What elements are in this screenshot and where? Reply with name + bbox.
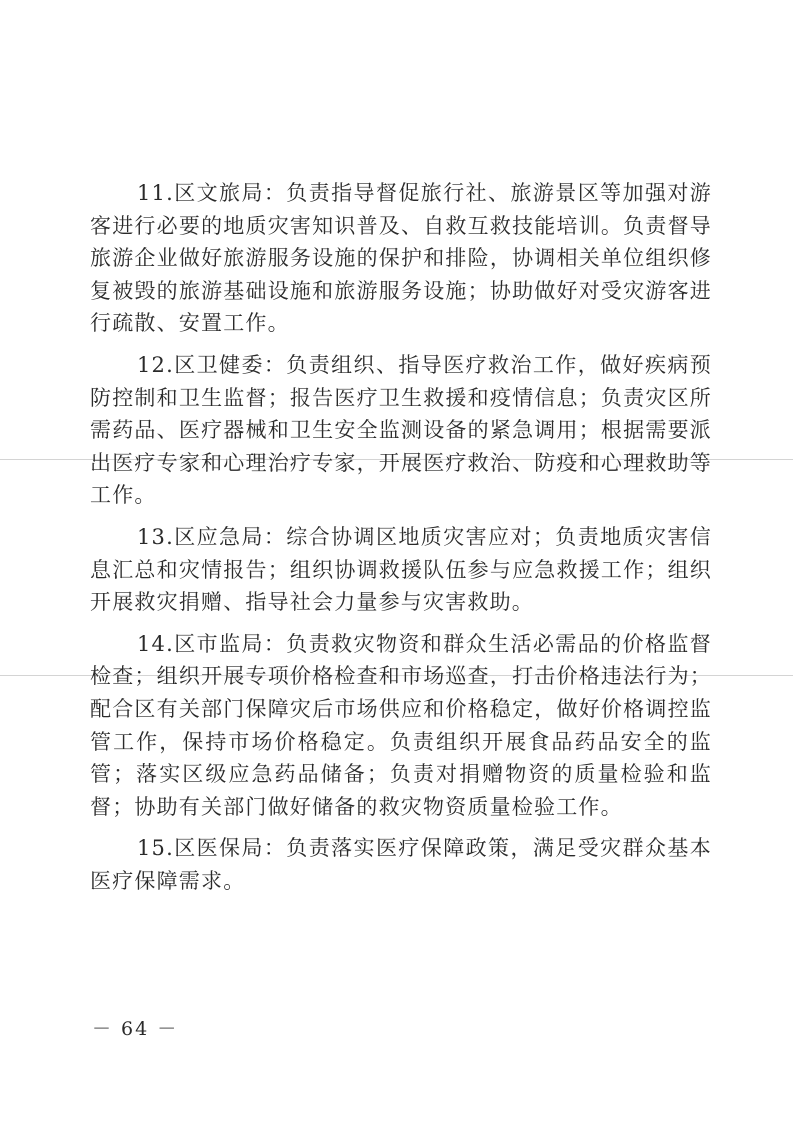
paragraph-culture-tourism-bureau: 11.区文旅局：负责指导督促旅行社、旅游景区等加强对游客进行必要的地质灾害知识普及、自救互救技能培训。负责督导旅游企业做好旅游服务设施的保护和排险，协调相关单位组织修复被毁的旅游基础设施和旅游服务设施；协助做好对受灾游客进行疏散、安置工作。 [90, 181, 712, 336]
page-number: － 64 － [92, 1018, 179, 1040]
paragraph-health-commission: 12.区卫健委：负责组织、指导医疗救治工作，做好疾病预防控制和卫生监督；报告医疗卫生救援和疫情信息；负责灾区所需药品、医疗器械和卫生安全监测设备的紧急调用；根据需要派出医疗专家和心理治疗专家，开展医疗救治、防疫和心理救助等工作。 [90, 352, 712, 508]
paragraph-emergency-bureau: 13.区应急局：综合协调区地质灾害应对；负责地质灾害信息汇总和灾情报告；组织协调救援队伍参与应急救援工作；组织开展救灾捐赠、指导社会力量参与灾害救助。 [90, 524, 712, 615]
paragraph-medical-insurance-bureau: 15.区医保局：负责落实医疗保障政策，满足受灾群众基本医疗保障需求。 [90, 836, 712, 893]
paragraph-market-supervision-bureau: 14.区市监局：负责救灾物资和群众生活必需品的价格监督检查；组织开展专项价格检查和市场巡查，打击价格违法行为；配合区有关部门保障灾后市场供应和价格稳定，做好价格调控监管工作，保持市场价格稳定。负责组织开展食品药品安全的监管；落实区级应急药品储备；负责对捐赠物资的质量检验和监督；协助有关部门做好储备的救灾物资质量检验工作。 [90, 631, 712, 819]
document-body [90, 177, 712, 897]
